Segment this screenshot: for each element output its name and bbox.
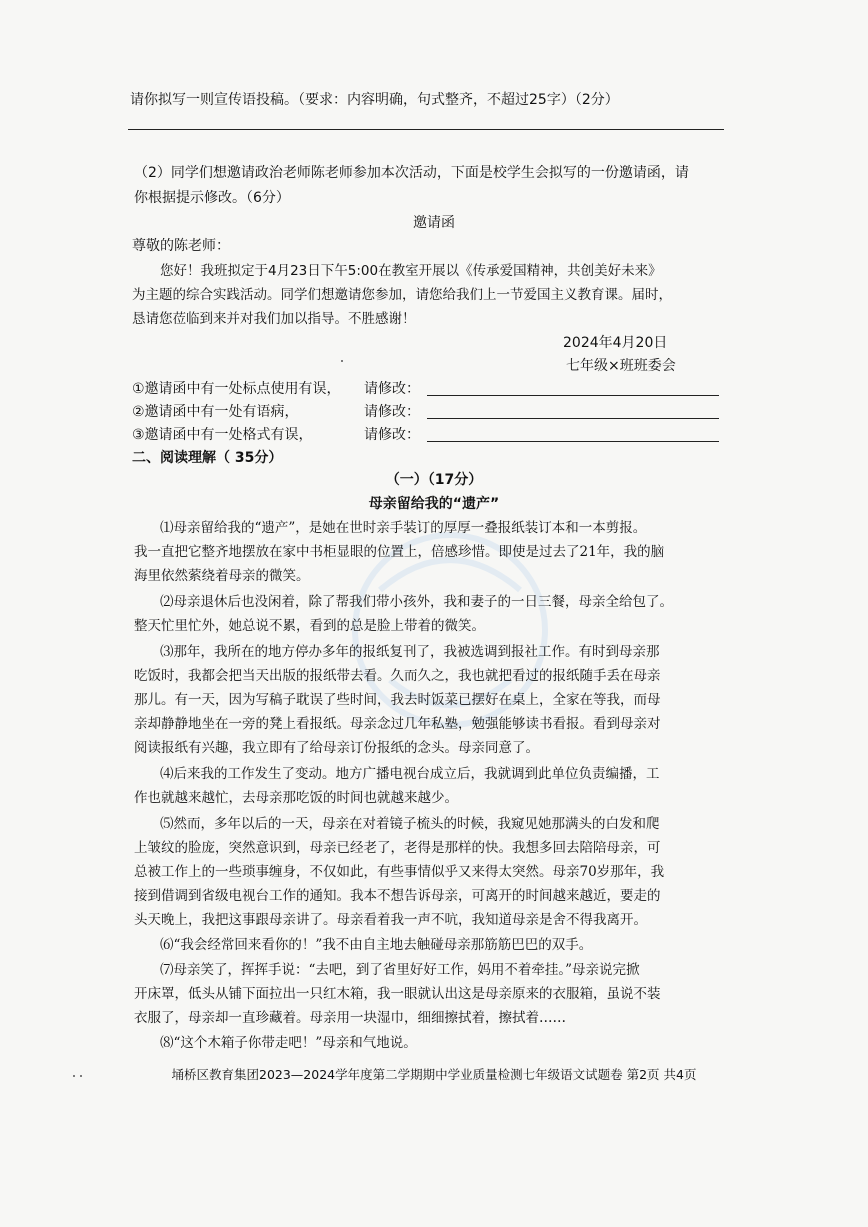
q2-intro-line1: （2）同学们想邀请政治老师陈老师参加本次活动，下面是校学生会拟写的一份邀请函，请 [134, 165, 689, 181]
q1-answer-line[interactable] [128, 129, 724, 130]
article-title: 母亲留给我的“遗产” [368, 496, 500, 512]
revise-item-3-answer-line[interactable] [427, 441, 719, 442]
letter-date: 2024年4月20日 [563, 335, 668, 351]
article-p8: ⑻“这个木箱子你带走吧！”母亲和气地说。 [160, 1035, 417, 1051]
revise-item-2-action: 请修改： [364, 404, 420, 420]
article-p1-line3: 海里依然萦绕着母亲的微笑。 [134, 568, 310, 584]
article-p5-line1: ⑸然而，多年以后的一天，母亲在对着镜子梳头的时候，我窥见她那满头的白发和爬 [160, 816, 660, 832]
article-p3-line1: ⑶那年，我所在的地方停办多年的报纸复刊了，我被选调到报社工作。有时到母亲那 [160, 644, 660, 660]
letter-body-line2: 为主题的综合实践活动。同学们想邀请您参加，请您给我们上一节爱国主义教育课。届时， [132, 287, 672, 303]
article-p6: ⑹“我会经常回来看你的！”我不由自主地去触碰母亲那筋筋巴巴的双手。 [160, 937, 593, 953]
letter-title: 邀请函 [413, 215, 455, 231]
article-p3-line4: 亲却静静地坐在一旁的凳上看报纸。母亲念过几年私塾，勉强能够读书看报。看到母亲对 [134, 716, 661, 732]
article-p1-line2: 我一直把它整齐地摆放在家中书柜显眼的位置上，倍感珍惜。即使是过去了21年，我的脑 [134, 544, 665, 560]
article-p5-line4: 接到借调到省级电视台工作的通知。我本不想告诉母亲，可离开的时间越来越近，要走的 [134, 888, 661, 904]
section-heading: 二、阅读理解（ 35分） [132, 450, 283, 466]
section-part: （一）（17分） [385, 472, 483, 488]
revise-item-2-answer-line[interactable] [427, 418, 719, 419]
article-p7-line1: ⑺母亲笑了，挥挥手说：“去吧，到了省里好好工作，妈用不着牵挂。”母亲说完掀 [160, 962, 640, 978]
article-p7-line3: 衣服了，母亲却一直珍藏着。母亲用一块湿巾，细细擦拭着，擦拭着…… [134, 1010, 566, 1026]
article-p5-line2: 上皱纹的脸庞，突然意识到，母亲已经老了，老得是那样的快。我想多回去陪陪母亲，可 [134, 840, 661, 856]
article-p4-line2: 作也就越来越忙，去母亲那吃饭的时间也就越来越少。 [134, 790, 458, 806]
scan-speck [341, 360, 343, 362]
q1-prompt: 请你拟写一则宣传语投稿。（要求：内容明确，句式整齐，不超过25字）（2分） [130, 92, 619, 108]
article-p2-line1: ⑵母亲退休后也没闲着，除了帮我们带小孩外，我和妻子的一日三餐，母亲全给包了。 [160, 594, 673, 610]
revise-item-1-label: ①邀请函中有一处标点使用有误， [132, 381, 341, 397]
scan-speck [73, 1075, 75, 1077]
article-p5-line5: 头天晚上，我把这事跟母亲讲了。母亲看着我一声不吭，我知道母亲是舍不得我离开。 [134, 912, 647, 928]
letter-salutation: 尊敬的陈老师： [132, 238, 230, 254]
letter-signer: 七年级×班班委会 [566, 358, 676, 374]
article-p3-line3: 那儿。有一天，因为写稿子耽误了些时间，我去时饭菜已摆好在桌上，全家在等我，而母 [134, 692, 661, 708]
letter-body-line1: 您好！我班拟定于4月23日下午5:00在教室开展以《传承爱国精神，共创美好未来》 [160, 263, 662, 279]
article-p3-line2: 吃饭时，我都会把当天出版的报纸带去看。久而久之，我也就把看过的报纸随手丢在母亲 [134, 668, 661, 684]
page-footer: 埇桥区教育集团2023—2024学年度第二学期期中学业质量检测七年级语文试题卷 第2页 共4页 [171, 1067, 697, 1082]
article-p5-line3: 总被工作上的一些琐事缠身，不仅如此，有些事情似乎又来得太突然。母亲70岁那年，我 [134, 864, 665, 880]
revise-item-1-action: 请修改： [364, 381, 420, 397]
article-p7-line2: 开床罩，低头从铺下面拉出一只红木箱，我一眼就认出这是母亲原来的衣服箱，虽说不装 [134, 986, 661, 1002]
article-p2-line2: 整天忙里忙外，她总说不累，看到的总是脸上带着的微笑。 [134, 618, 485, 634]
revise-item-3-action: 请修改： [364, 427, 420, 443]
scan-speck [80, 1075, 82, 1077]
article-p1-line1: ⑴母亲留给我的“遗产”，是她在世时亲手装订的厚厚一叠报纸装订本和一本剪报。 [160, 520, 647, 536]
q2-intro-line2: 你根据提示修改。（6分） [134, 190, 290, 206]
revise-item-1-answer-line[interactable] [427, 395, 719, 396]
revise-item-2-label: ②邀请函中有一处有语病， [132, 404, 299, 420]
revise-item-3-label: ③邀请函中有一处格式有误， [132, 427, 313, 443]
article-p4-line1: ⑷后来我的工作发生了变动。地方广播电视台成立后，我就调到此单位负责编播，工 [160, 766, 660, 782]
article-p3-line5: 阅读报纸有兴趣，我立即有了给母亲订份报纸的念头。母亲同意了。 [134, 740, 539, 756]
letter-body-line3: 恳请您莅临到来并对我们加以指导。不胜感谢！ [132, 311, 416, 327]
